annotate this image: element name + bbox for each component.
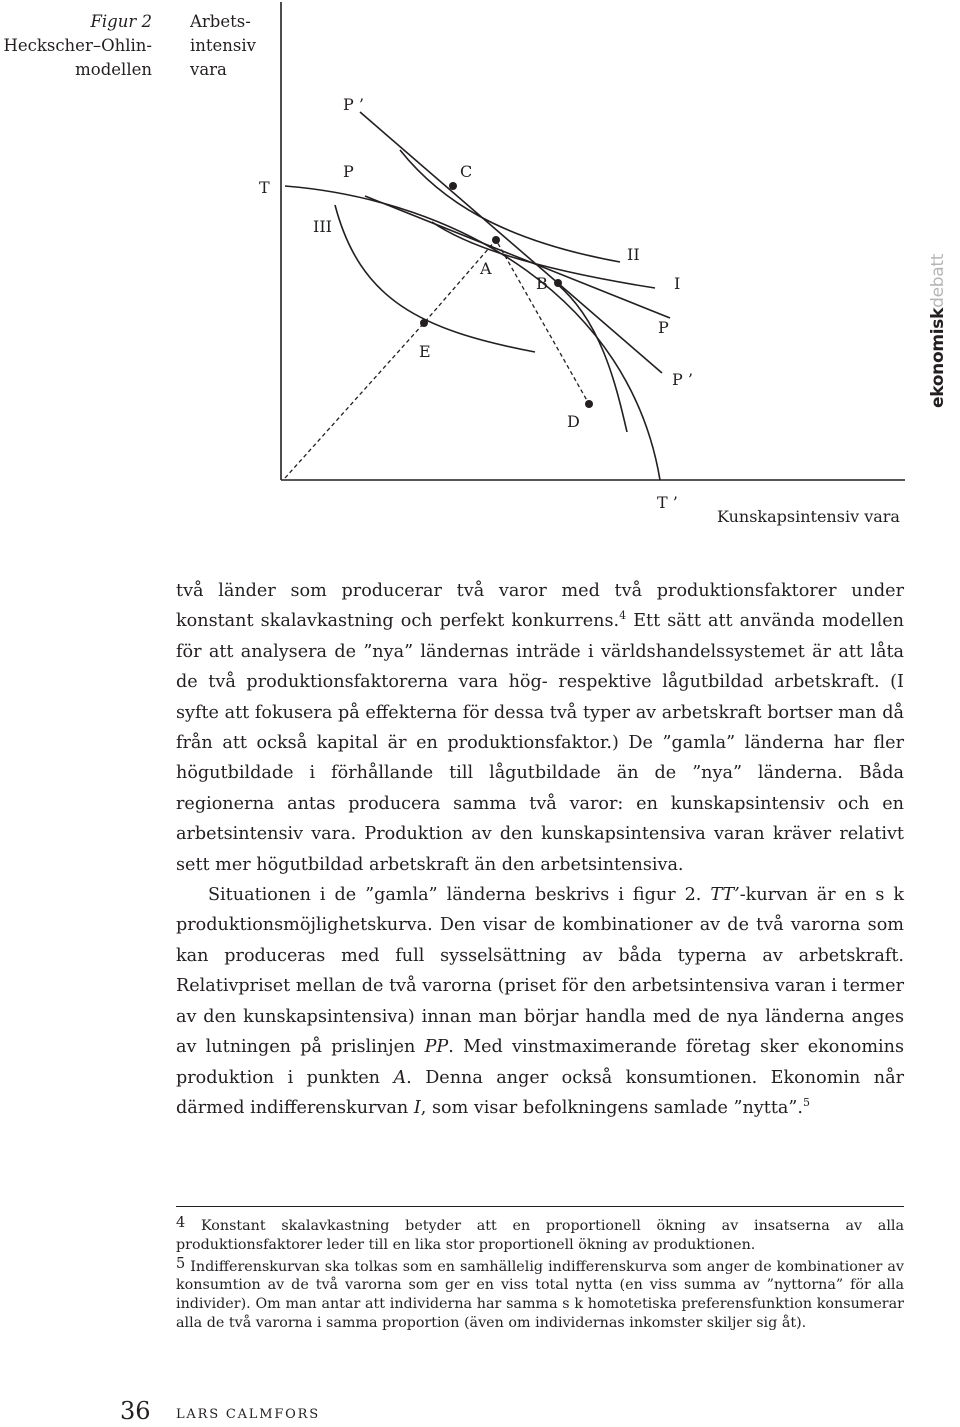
indifference-curve-iii (335, 205, 535, 352)
y-axis-label-line1: Arbets- (190, 12, 251, 31)
point-a (492, 236, 500, 244)
p1-text-b: Ett sätt att använda modellen för att analysera de ”nya” ländernas inträde i världshandelssystemet är att låta de två produktionsfaktorerna vara hög- respektive lågutbildad arbetskraft. (I syfte att fokusera på effekterna för dessa två typer av arbetskraft bortser man då från att också kapital är en produktionsfaktor.) De ”gamla” länderna har fler högutbildade i förhållande till lågutbildade än de ”nya” länderna. Båda regionerna antas producera samma två varor: en kunskapsintensiv och en arbetsintensiv vara. Produktion av den kunskapsintensiva varan kräver relativt sett mer högutbildad arbetskraft än den arbetsintensiva. (176, 611, 904, 875)
production-possibility-curve (285, 186, 660, 480)
y-axis-label-line2: intensiv (190, 36, 256, 55)
label-p-prime-bottom: P ’ (672, 370, 693, 389)
label-t-prime: T ’ (657, 493, 678, 512)
footnotes (176, 1214, 904, 1333)
label-iii: III (313, 217, 332, 236)
label-p-top: P (343, 162, 354, 181)
label-ii: II (627, 245, 640, 264)
footnote-ref-4[interactable]: 4 (619, 609, 627, 623)
footnote-5 (176, 1255, 904, 1333)
heckscher-ohlin-diagram (0, 0, 960, 540)
p2-text-e: , som visar befolkningens samlade ”nytta”. (420, 1097, 803, 1118)
footnote-4-text: Konstant skalavkastning betyder att en proportionell ökning av insatserna av alla produktionsfaktorer leder till en lika stor proportionell ökning av produktionen. (176, 1218, 904, 1253)
p2-text-b: -kurvan är en s k produktionsmöjlighetskurva. Den visar de kombinationer av de två varorna som kan produceras med full sysselsättning av båda typerna av arbetskraft. Relativpriset mellan de två varorna (priset för den arbetsintensiva varan i termer av den kunskapsintensiva) innan man börjar handla med de nya länderna anges av lutningen på prislinjen (176, 885, 905, 1058)
label-b: B (536, 274, 548, 293)
label-p-prime-top: P ’ (343, 95, 364, 114)
body-text (176, 576, 904, 1123)
running-footer-author: LARS CALMFORS (176, 1407, 320, 1422)
label-e: E (419, 342, 431, 361)
footnote-4 (176, 1214, 904, 1255)
label-t: T (259, 178, 270, 197)
price-line-p-prime (360, 112, 662, 373)
label-d: D (567, 412, 580, 431)
label-i: I (674, 274, 681, 293)
label-p-right: P (658, 318, 669, 337)
indifference-curve-ii (400, 150, 620, 262)
x-axis-label: Kunskapsintensiv vara (717, 507, 900, 526)
y-axis-label-line3: vara (190, 60, 227, 79)
curve-b (556, 283, 627, 432)
point-c (449, 182, 457, 190)
footnote-4-number: 4 (176, 1215, 186, 1231)
p2-curve-i: I (413, 1097, 421, 1118)
paragraph-1 (176, 576, 904, 880)
footnote-ref-5[interactable]: 5 (802, 1095, 810, 1109)
label-a: A (480, 259, 492, 278)
paragraph-2 (176, 880, 904, 1123)
figure-title-line1: Heckscher–Ohlin- (3, 36, 152, 55)
p2-text-d: . Denna anger också konsumtionen. Ekonomin når därmed indifferenskurvan (176, 1067, 904, 1118)
footnote-5-text: Indifferenskurvan ska tolkas som en samhällelig indifferenskurva som anger de kombinationer av konsumtion av de två varorna som ger en viss total nytta (en viss summa av ”nyttorna” för alla individer). Om man antar att individerna har samma s k homotetiska preferensfunktion konsumerar alla de två varorna i samma proportion (även om individernas inkomster skiljer sig åt). (176, 1258, 904, 1331)
brand-light: debatt (928, 253, 948, 308)
p2-point-a: A (393, 1067, 407, 1088)
point-e (420, 319, 428, 327)
figure-title-line2: modellen (75, 60, 152, 79)
price-line-pp (365, 196, 670, 318)
point-b (554, 279, 562, 287)
label-c: C (460, 162, 473, 181)
p2-pp: PP (424, 1037, 449, 1058)
footnote-5-number: 5 (176, 1255, 186, 1272)
p2-text-c: . Med vinstmaximerande företag sker ekonomins produktion i punkten (176, 1037, 904, 1088)
p1-text-a: två länder som producerar två varor med två produktionsfaktorer under konstant skalavkastning och perfekt konkurrens. (176, 581, 904, 632)
journal-brand (928, 248, 958, 408)
p2-tt: TT’ (710, 885, 740, 906)
p2-text-a: Situationen i de ”gamla” länderna beskrivs i figur 2. (208, 885, 711, 906)
page-number: 36 (120, 1397, 151, 1425)
brand-bold: ekonomisk (928, 307, 948, 408)
footnote-divider (176, 1206, 904, 1207)
point-d (585, 400, 593, 408)
figure-number: Figur 2 (90, 12, 152, 31)
